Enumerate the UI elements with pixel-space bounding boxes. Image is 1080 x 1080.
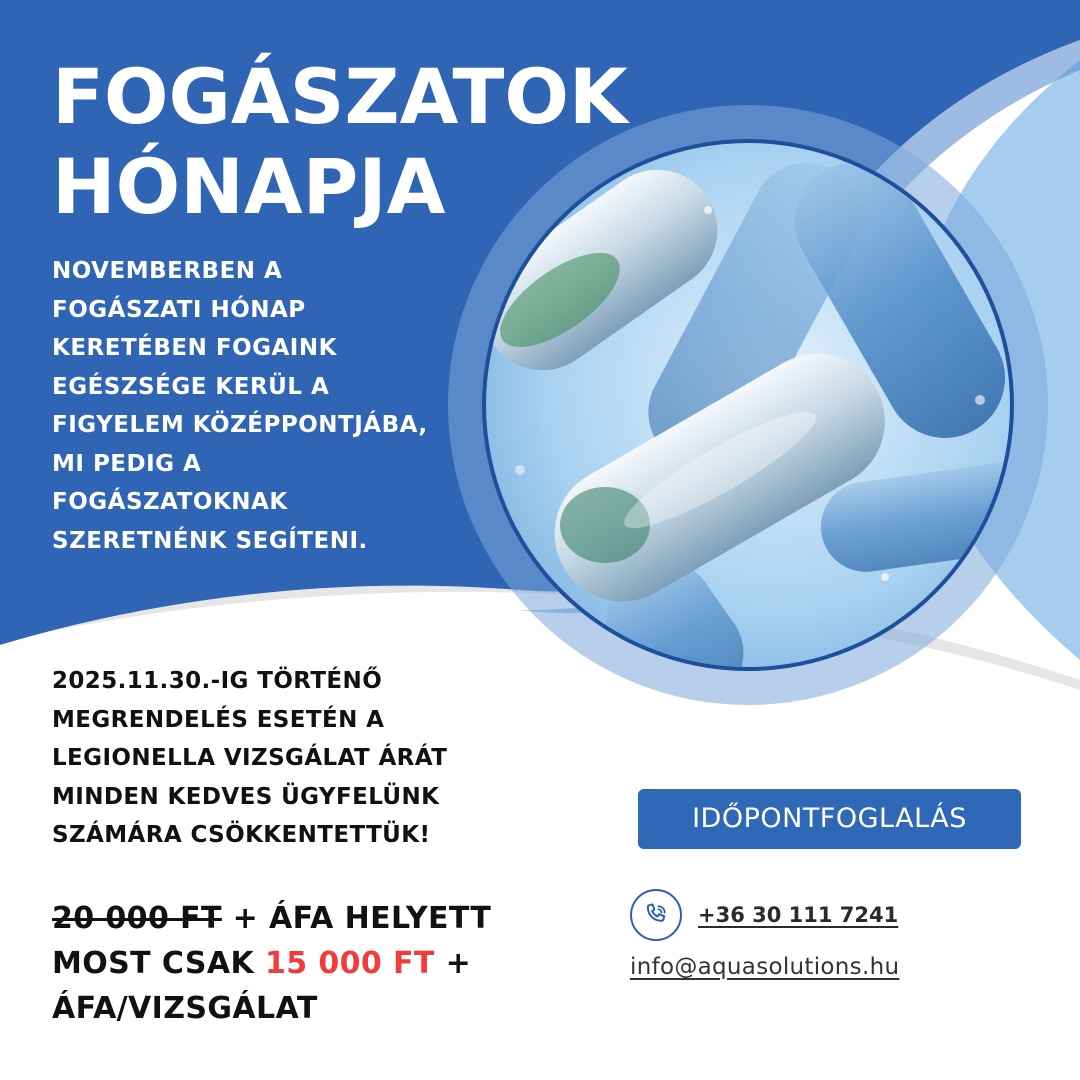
offer-text [52,662,447,855]
phone-link[interactable]: +36 30 111 7241 [698,903,899,927]
intro-line: FIGYELEM KÖZÉPPONTJÁBA, [52,412,428,438]
intro-line: KERETÉBEN FOGAINK [52,335,337,361]
email-link[interactable]: info@aquasolutions.hu [630,954,900,980]
price-line-2 [52,941,491,986]
intro-line: MI PEDIG A [52,450,202,477]
old-price: 20 000 FT [52,901,222,936]
page-title [52,52,628,232]
price-line-1 [52,896,491,941]
intro-line: EGÉSZSÉGE KERÜL A [52,373,330,400]
intro-line: FOGÁSZATI HÓNAP [52,296,306,323]
intro-line: NOVEMBERBEN A [52,258,283,284]
new-price: 15 000 FT [264,946,435,981]
phone-icon[interactable] [630,889,682,941]
old-price-suffix: + ÁFA HELYETT [221,901,492,936]
price-unit-line: ÁFA/VIZSGÁLAT [52,991,318,1026]
title-line-2: HÓNAPJA [52,142,446,231]
phone-icon-glyph [642,901,670,929]
intro-line: FOGÁSZATOKNAK [52,489,288,515]
intro-line: SZERETNÉNK SEGÍTENI. [52,527,368,554]
new-price-suffix: + [434,946,472,981]
now-prefix: MOST CSAK [52,946,265,981]
offer-line: LEGIONELLA VIZSGÁLAT ÁRÁT [52,745,448,771]
price-block [52,896,491,1031]
booking-button[interactable]: IDŐPONTFOGLALÁS [638,789,1021,849]
offer-line: MEGRENDELÉS ESETÉN A [52,706,385,733]
offer-line: MINDEN KEDVES ÜGYFELÜNK [52,783,440,810]
intro-text [52,252,472,560]
phone-contact [630,887,898,943]
offer-line: 2025.11.30.-IG TÖRTÉNŐ [52,668,383,694]
title-line-1: FOGÁSZATOK [52,52,628,141]
offer-line: SZÁMÁRA CSÖKKENTETTÜK! [52,822,431,848]
